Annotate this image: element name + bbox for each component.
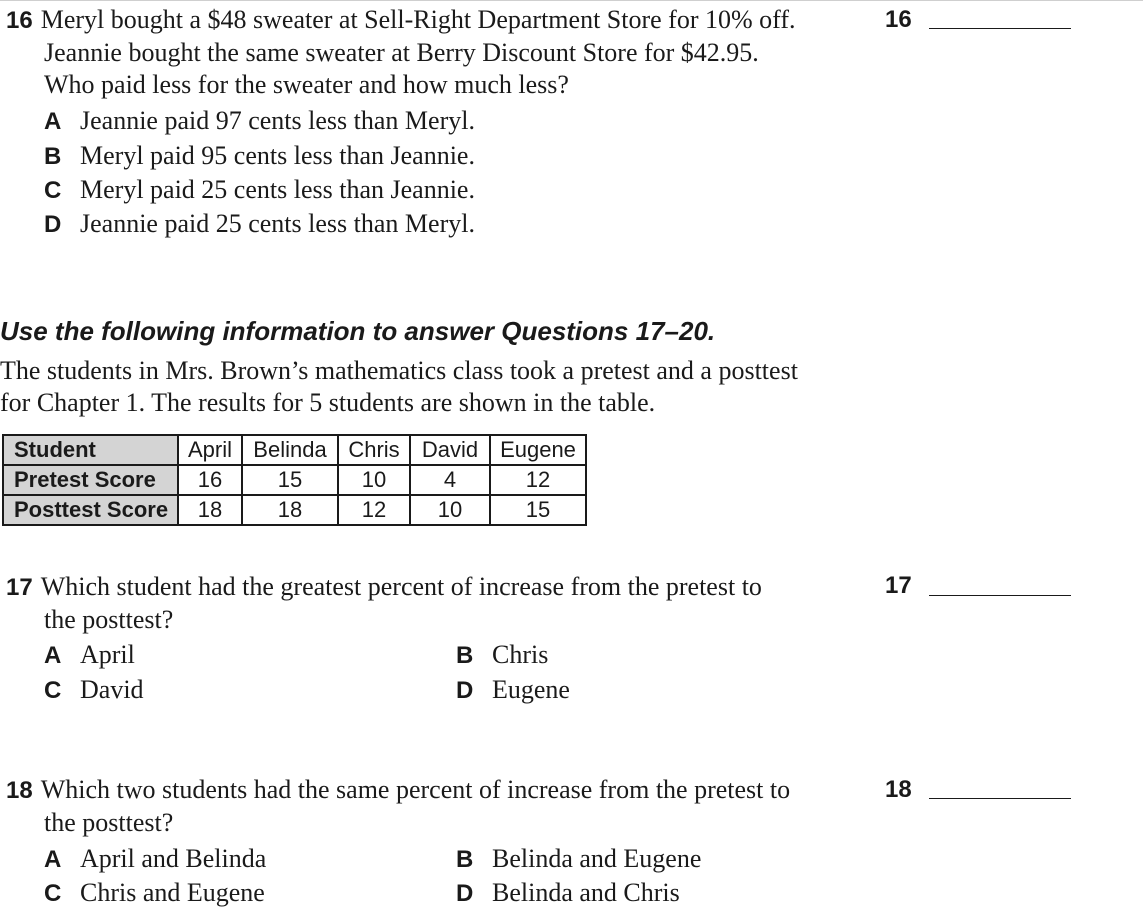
table-cell: April: [178, 435, 242, 465]
option-16-a[interactable]: A Jeannie paid 97 cents less than Meryl.: [44, 106, 475, 135]
answer-17-label: 17: [885, 572, 912, 599]
question-16-line-1: 16 Meryl bought a $48 sweater at Sell-Right Department Store for 10% off.: [6, 5, 796, 34]
row-header: Pretest Score: [3, 465, 178, 495]
option-17-a[interactable]: A April: [44, 640, 135, 669]
question-18-line-1: 18 Which two students had the same percent of increase from the pretest to: [6, 775, 791, 804]
row-header: Student: [3, 435, 178, 465]
table-cell: 16: [178, 465, 242, 495]
table-cell: 4: [410, 465, 490, 495]
option-18-a[interactable]: A April and Belinda: [44, 844, 267, 873]
score-table: [2, 434, 587, 526]
question-17-line-1: 17 Which student had the greatest percent of increase from the pretest to: [6, 572, 762, 601]
table-cell: 18: [242, 495, 338, 525]
table-cell: 12: [338, 495, 410, 525]
option-18-c[interactable]: C Chris and Eugene: [44, 878, 265, 907]
question-number: 16: [6, 7, 33, 34]
question-16-line-2: Jeannie bought the same sweater at Berry Discount Store for $42.95.: [44, 38, 759, 67]
table-cell: 15: [242, 465, 338, 495]
answer-18-blank[interactable]: [929, 798, 1071, 799]
table-row-student: [3, 435, 586, 465]
table-cell: Belinda: [242, 435, 338, 465]
table-row-posttest: [3, 495, 586, 525]
top-rule: [0, 0, 1143, 1]
table-cell: 18: [178, 495, 242, 525]
info-line-2: for Chapter 1. The results for 5 students are shown in the table.: [0, 388, 656, 417]
table-row-pretest: [3, 465, 586, 495]
answer-16-label: 16: [885, 6, 912, 33]
option-17-b[interactable]: B Chris: [456, 640, 549, 669]
answer-16-blank[interactable]: [929, 28, 1071, 29]
question-number: 17: [6, 574, 33, 601]
question-17-line-2: the posttest?: [44, 605, 174, 634]
section-heading: Use the following information to answer Questions 17–20.: [0, 316, 716, 346]
option-16-c[interactable]: C Meryl paid 25 cents less than Jeannie.: [44, 175, 475, 204]
option-16-d[interactable]: D Jeannie paid 25 cents less than Meryl.: [44, 209, 475, 238]
table-cell: 10: [338, 465, 410, 495]
table-cell: Eugene: [490, 435, 586, 465]
option-18-d[interactable]: D Belinda and Chris: [456, 878, 680, 907]
row-header: Posttest Score: [3, 495, 178, 525]
info-line-1: The students in Mrs. Brown’s mathematics class took a pretest and a posttest: [0, 356, 798, 385]
question-number: 18: [6, 777, 33, 804]
table-cell: 12: [490, 465, 586, 495]
table-cell: 15: [490, 495, 586, 525]
table-cell: David: [410, 435, 490, 465]
answer-18-label: 18: [885, 776, 912, 803]
question-16-line-3: Who paid less for the sweater and how much less?: [44, 70, 569, 99]
answer-17-blank[interactable]: [929, 595, 1071, 596]
table-cell: 10: [410, 495, 490, 525]
table-cell: Chris: [338, 435, 410, 465]
option-18-b[interactable]: B Belinda and Eugene: [456, 844, 702, 873]
option-16-b[interactable]: B Meryl paid 95 cents less than Jeannie.: [44, 141, 475, 170]
question-18-line-2: the posttest?: [44, 808, 174, 837]
option-17-c[interactable]: C David: [44, 675, 144, 704]
option-17-d[interactable]: D Eugene: [456, 675, 570, 704]
